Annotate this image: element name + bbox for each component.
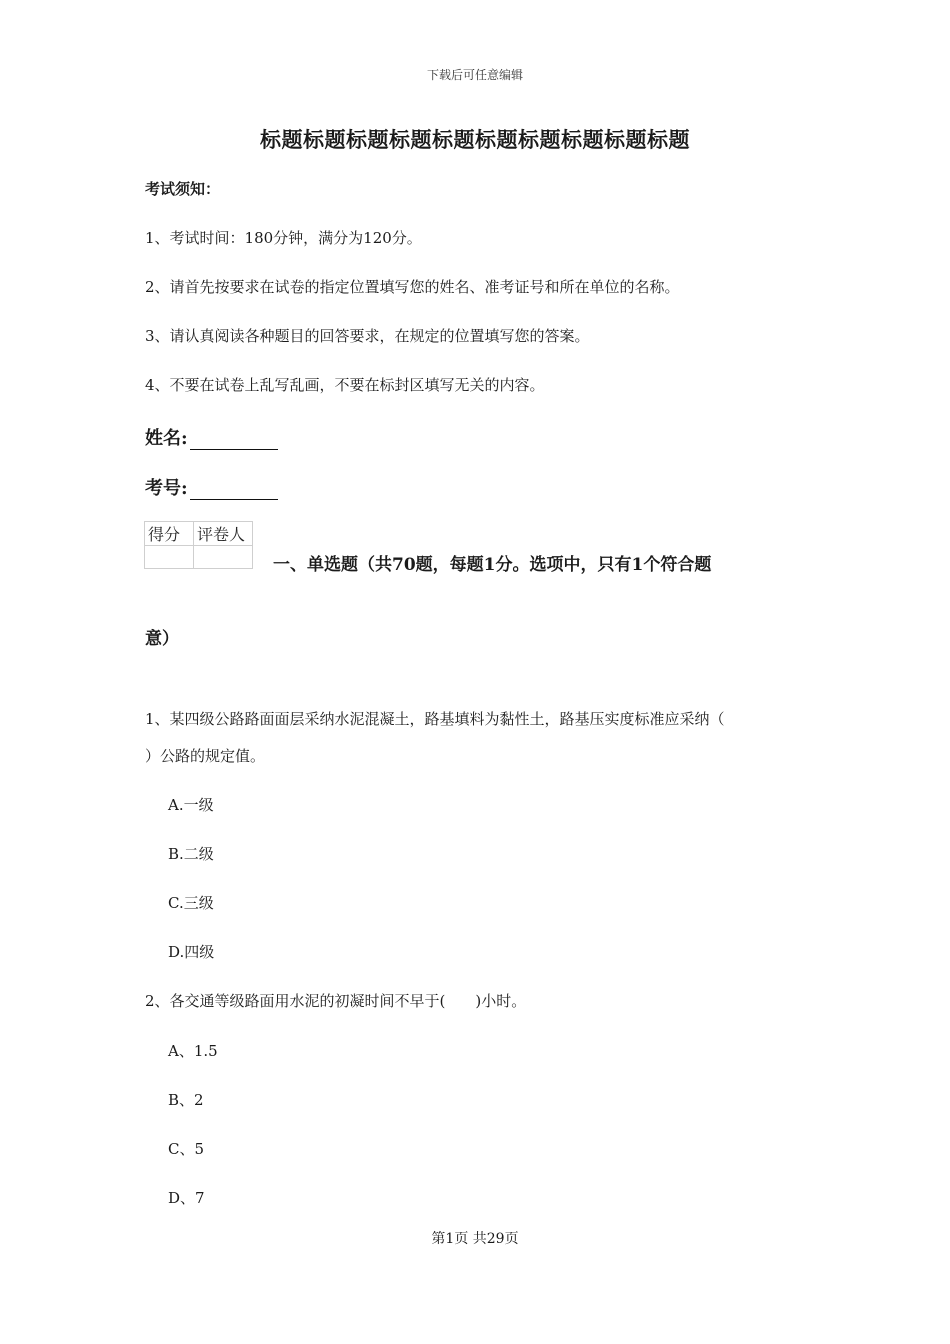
score-table-blank-row <box>145 546 253 569</box>
exam-number-field <box>145 474 278 500</box>
exam-number-label: 考号: <box>145 478 188 499</box>
header-note: 下载后可任意编辑 <box>426 68 523 82</box>
grader-cell[interactable] <box>194 546 253 569</box>
question-2-option-d: D、7 <box>168 1189 205 1207</box>
exam-number-blank-line[interactable] <box>190 479 278 500</box>
name-label: 姓名: <box>145 428 188 449</box>
question-2-stem: 2、各交通等级路面用水泥的初凝时间不早于( )小时。 <box>145 992 527 1010</box>
notice-item: 1、考试时间：180分钟，满分为120分。 <box>145 229 422 247</box>
question-2-option-b: B、2 <box>168 1091 204 1109</box>
notice-item: 2、请首先按要求在试卷的指定位置填写您的姓名、准考证号和所在单位的名称。 <box>145 278 680 296</box>
score-cell[interactable] <box>145 546 194 569</box>
question-1-option-d: D.四级 <box>168 943 215 961</box>
score-header: 得分 <box>145 522 194 546</box>
name-blank-line[interactable] <box>190 429 278 450</box>
name-field <box>145 424 278 450</box>
grader-header: 评卷人 <box>194 522 253 546</box>
page-footer: 第1页 共29页 <box>431 1231 519 1247</box>
notice-item: 4、不要在试卷上乱写乱画，不要在标封区填写无关的内容。 <box>145 376 545 394</box>
question-1-option-a: A.一级 <box>168 796 214 814</box>
question-1-option-b: B.二级 <box>168 845 214 863</box>
section-title: 一、单选题（共70题，每题1分。选项中，只有1个符合题 <box>273 555 712 575</box>
question-1-stem: 1、某四级公路路面面层采纳水泥混凝土，路基填料为黏性土，路基压实度标准应采纳（ <box>145 710 725 728</box>
section-title-continuation: 意） <box>145 629 179 649</box>
notice-item: 3、请认真阅读各种题目的回答要求，在规定的位置填写您的答案。 <box>145 327 590 345</box>
question-1-option-c: C.三级 <box>168 894 214 912</box>
score-table <box>144 521 253 569</box>
notice-heading: 考试须知： <box>145 180 221 198</box>
score-table-header-row <box>145 522 253 546</box>
question-2-option-c: C、5 <box>168 1140 205 1158</box>
question-2-option-a: A、1.5 <box>168 1042 218 1060</box>
question-1-stem-continuation: ）公路的规定值。 <box>145 747 266 765</box>
document-title: 标题标题标题标题标题标题标题标题标题标题 <box>260 127 690 152</box>
